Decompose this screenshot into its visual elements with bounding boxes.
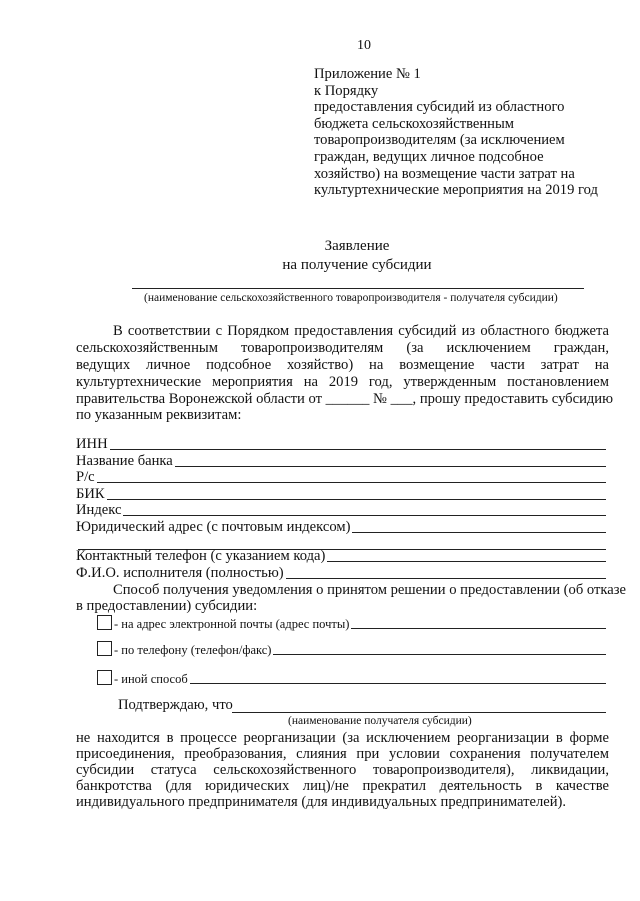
annex-line: граждан, ведущих личное подсобное <box>314 148 544 165</box>
annex-line: Приложение № 1 <box>314 66 421 82</box>
intro-line: культуртехнические мероприятия на 2019 год, утвержденным постановлением <box>76 374 609 390</box>
intro-line: сельскохозяйственным товаропроизводителям (за исключением граждан, <box>76 340 609 356</box>
option-email-row <box>97 614 606 632</box>
confirm-label: Подтверждаю, что <box>118 697 233 713</box>
phone-checkbox[interactable] <box>97 641 112 656</box>
page-number: 10 <box>357 38 371 53</box>
index-row <box>76 501 606 519</box>
annex-line: товаропроизводителям (за исключением <box>314 132 565 149</box>
recipient-caption: (наименование получателя субсидии) <box>288 715 472 727</box>
confirm-line: присоединения, преобразования, слияния при условии сохранения получателем <box>76 746 609 762</box>
option-email-label: - на адрес электронной почты (адрес почты) <box>114 617 350 631</box>
other-checkbox[interactable] <box>97 670 112 685</box>
applicant-name-field[interactable] <box>132 288 584 289</box>
bik-field[interactable] <box>107 499 606 500</box>
phone-label: Контактный телефон (с указанием кода) <box>76 548 326 564</box>
legal-address-field[interactable] <box>352 532 606 533</box>
annex-line: культуртехнические мероприятия на 2019 год <box>314 182 598 199</box>
recipient-name-field[interactable] <box>232 712 606 713</box>
inn-field[interactable] <box>110 449 606 450</box>
annex-line: бюджета сельскохозяйственным <box>314 115 515 132</box>
option-phone-row <box>97 640 606 658</box>
annex-line: хозяйство) на возмещение части затрат на <box>314 165 575 182</box>
intro-line: правительства Воронежской области от ______ № ___, прошу предоставить субсидию <box>76 391 614 407</box>
intro-line: В соответствии с Порядком предоставления субсидий из областного бюджета <box>113 323 609 339</box>
phone-fax-field[interactable] <box>273 654 606 655</box>
inn-row <box>76 435 606 453</box>
inn-label: ИНН <box>76 436 108 452</box>
intro-line: по указанным реквизитам: <box>76 407 242 423</box>
legal-address-label: Юридический адрес (с почтовым индексом) <box>76 519 351 535</box>
email-checkbox[interactable] <box>97 615 112 630</box>
other-method-field[interactable] <box>190 683 606 684</box>
bik-label: БИК <box>76 486 105 502</box>
document-subtitle: на получение субсидии <box>282 257 432 273</box>
confirm-line: банкротства (для юридических лиц)/не прекратил деятельность в качестве <box>76 778 609 794</box>
intro-line: ведущих личное подсобное хозяйство) на возмещение части затрат на <box>76 357 609 373</box>
document-title: Заявление <box>324 238 390 254</box>
account-field[interactable] <box>97 482 606 483</box>
email-field[interactable] <box>351 628 606 629</box>
executor-row <box>76 564 606 582</box>
executor-field[interactable] <box>286 578 606 579</box>
confirm-line: субсидии статуса сельскохозяйственного товаропроизводителя), ликвидации, <box>76 762 609 778</box>
confirm-line: индивидуального предпринимателя (для индивидуальных предпринимателей). <box>76 794 567 810</box>
applicant-caption: (наименование сельскохозяйственного товаропроизводителя - получателя субсидии) <box>144 292 558 304</box>
executor-label: Ф.И.О. исполнителя (полностью) <box>76 565 284 581</box>
annex-line: предоставления субсидий из областного <box>314 99 565 116</box>
account-row <box>76 468 606 486</box>
option-phone-label: - по телефону (телефон/факс) <box>114 643 272 657</box>
bank-name-field[interactable] <box>175 466 606 467</box>
index-field[interactable] <box>123 515 606 516</box>
annex-header <box>314 66 614 199</box>
notification-line: в предоставлении) субсидии: <box>76 598 258 614</box>
phone-field[interactable] <box>327 561 606 562</box>
phone-row <box>76 547 606 565</box>
option-other-label: - иной способ <box>114 672 188 686</box>
bank-name-label: Название банка <box>76 453 173 469</box>
annex-line: к Порядку <box>314 82 379 99</box>
notification-line: Способ получения уведомления о принятом решении о предоставлении (об отказе <box>113 582 626 598</box>
confirm-line: не находится в процессе реорганизации (за исключением реорганизации в форме <box>76 730 609 746</box>
account-label: Р/с <box>76 469 95 485</box>
option-other-row <box>97 669 606 687</box>
legal-address-row <box>76 518 606 536</box>
index-label: Индекс <box>76 502 122 518</box>
